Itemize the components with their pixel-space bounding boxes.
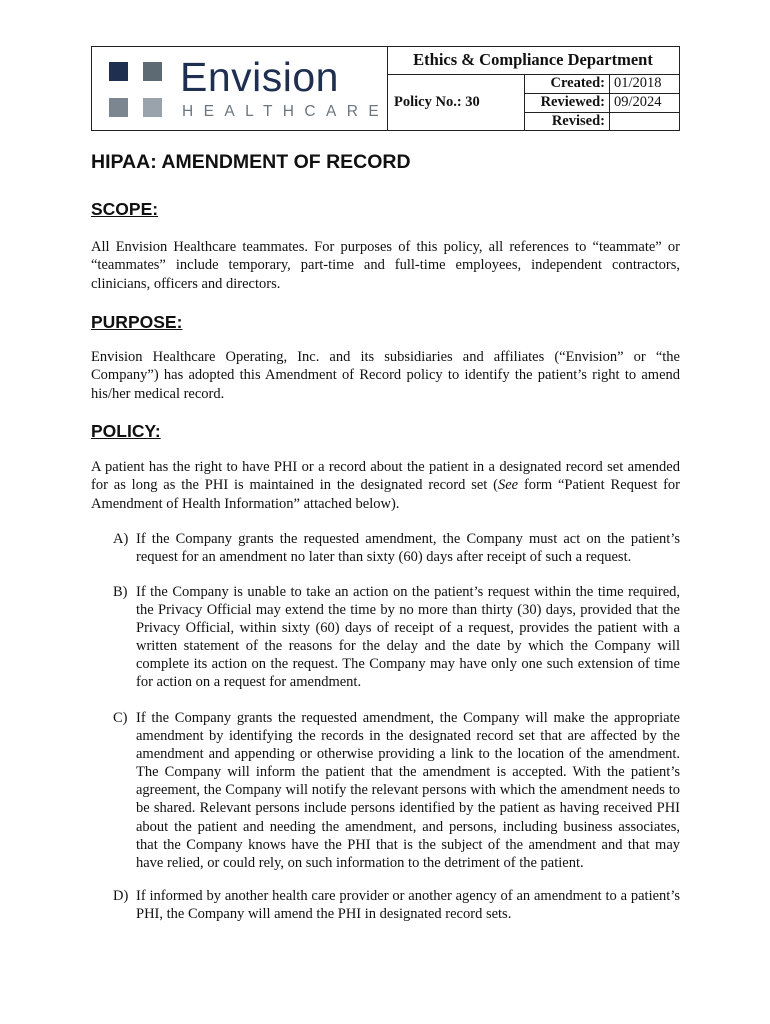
logo-square-icon [109,98,128,117]
department-name: Ethics & Compliance Department [387,47,679,75]
logo-wordmark: Envision [180,54,339,100]
list-marker: B) [113,584,128,600]
dates-table [525,74,679,130]
date-value: 01/2018 [614,75,662,91]
date-row-created [525,74,679,94]
policy-intro-see: See [497,477,519,494]
logo-square-icon [109,62,128,81]
policy-intro-part: form “Patient Request for Amendment of Health Information” attached below). [91,477,681,512]
page-title: HIPAA: AMENDMENT OF RECORD [91,151,411,173]
policy-item-b [113,583,680,692]
date-row-reviewed [525,93,679,113]
list-marker: A) [113,531,129,547]
list-marker: C) [113,710,128,726]
company-logo [92,47,388,130]
list-item-text: If the Company grants the requested amendment, the Company will make the appropriate amendment by identifying the records in the designated record set that are affected by the amendment and appending or otherwise providing a link to the location of the amendment. The Company will inform the patient that the amendment is accepted. With the patient’s agreement, the Company will notify the relevant persons with which the amendment needs to be shared. Relevant persons include persons identified by the patient as having received PHI about the patient and needing the amendment, and persons, including business associates, that the Company knows have the PHI that is the subject of the amendment and that may have relied, or could rely, on such information to the detriment of the patient. [136,710,680,871]
date-label: Revised: [525,112,610,131]
date-row-revised [525,112,679,131]
logo-square-icon [143,98,162,117]
logo-subtitle: HEALTHCARE [182,103,390,120]
policy-intro [91,458,680,513]
list-item-text: If informed by another health care provider or another agency of an amendment to a patient’s PHI, the Company will amend the PHI in designated record sets. [136,888,680,923]
policy-item-a [113,530,680,566]
policy-item-c [113,709,680,872]
purpose-heading: PURPOSE: [91,312,183,332]
list-marker: D) [113,888,129,904]
scope-heading: SCOPE: [91,199,159,219]
scope-text: All Envision Healthcare teammates. For purposes of this policy, all references to “teammate” or “teammates” include temporary, part-time and full-time employees, independent contractors, clinicians, officers and directors. [91,239,680,292]
date-label: Reviewed: [525,93,610,112]
policy-intro-part: A patient has the right to have PHI or a record about the patient in a designated record set amended for as long as the PHI is maintained in the designated record set ( [91,459,680,494]
logo-square-icon [143,62,162,81]
date-value: 09/2024 [614,94,662,110]
policy-item-d [113,887,680,923]
document-header [91,46,680,131]
list-item-text: If the Company grants the requested amendment, the Company must act on the patient’s request for an amendment no later than sixty (60) days after receipt of such a request. [136,531,680,566]
policy-heading: POLICY: [91,421,161,441]
date-label: Created: [525,74,610,93]
policy-number: Policy No.: 30 [387,74,525,130]
list-item-text: If the Company is unable to take an action on the patient’s request within the time required, the Privacy Official may extend the time by no more than thirty (30) days, provided that the Privacy Official, within sixty (60) days of receipt of a request, provides the patient with a written statement of the reasons for the delay and the date by which the Company will complete its action on the request. The Company may have only one such extension of time for action on a request for amendment. [136,584,680,691]
purpose-text: Envision Healthcare Operating, Inc. and its subsidiaries and affiliates (“Envision” or “the Company”) has adopted this Amendment of Record policy to identify the patient’s right to amend his/her medical record. [91,349,680,402]
